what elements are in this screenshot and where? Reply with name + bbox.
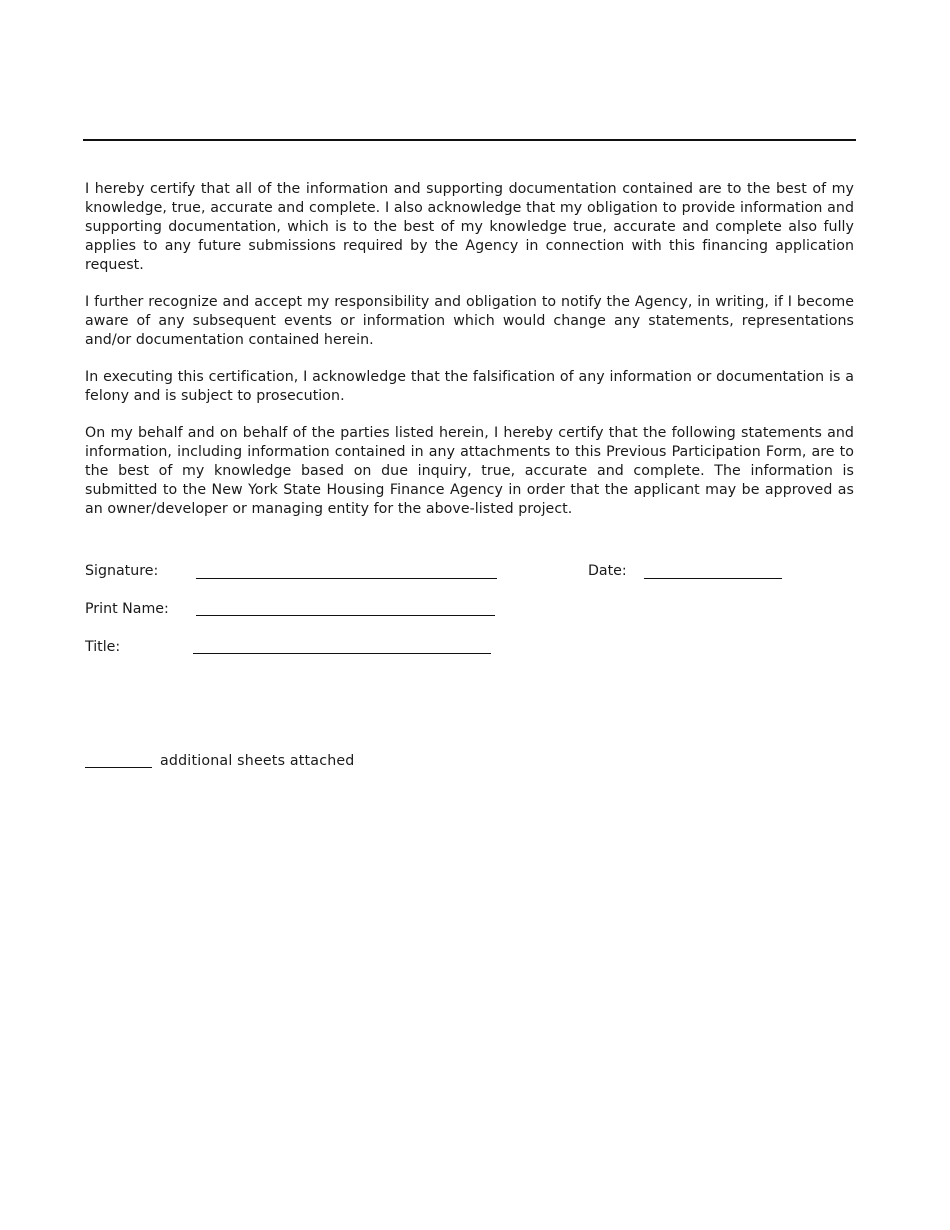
certification-paragraph-3: In executing this certification, I acknowledge that the falsification of any information or documentation is a felony and is subject to prosecution. — [85, 369, 854, 404]
date-line[interactable] — [644, 578, 782, 579]
title-label: Title: — [85, 639, 121, 655]
certification-paragraph-4: On my behalf and on behalf of the parties listed herein, I hereby certify that the following statements and information, including information contained in any attachments to this Previous Participation Form, are to the best of my knowledge based on due inquiry, true, accurate and complete. The information is submitted to the New York State Housing Finance Agency in order that the applicant may be approved as an owner/developer or managing entity for the above-listed project. — [85, 425, 854, 517]
certification-paragraph-1: I hereby certify that all of the information and supporting documentation contained are to the best of my knowledge, true, accurate and complete. I also acknowledge that my obligation to provide information and supporting documentation, which is to the best of my knowledge true, accurate and complete also fully applies to any future submissions required by the Agency in connection with this financing application request. — [85, 181, 854, 273]
additional-sheets-label: additional sheets attached — [160, 753, 355, 769]
additional-sheets-count-line[interactable] — [85, 767, 136, 768]
date-label: Date: — [588, 563, 627, 579]
signature-label: Signature: — [85, 563, 159, 579]
signature-line[interactable] — [196, 578, 497, 579]
additional-sheets-count-line-tail[interactable] — [136, 767, 152, 768]
title-line-segment-2[interactable] — [230, 653, 403, 654]
certification-text — [85, 180, 854, 537]
title-line-segment-1[interactable] — [193, 653, 230, 654]
certification-paragraph-2: I further recognize and accept my responsibility and obligation to notify the Agency, in writing, if I become aware of any subsequent events or information which would change any statements, representations and/or documentation contained herein. — [85, 294, 854, 348]
header-divider — [83, 139, 856, 141]
print-name-label: Print Name: — [85, 601, 169, 617]
title-line-segment-3[interactable] — [403, 653, 491, 654]
print-name-line[interactable] — [196, 615, 495, 616]
